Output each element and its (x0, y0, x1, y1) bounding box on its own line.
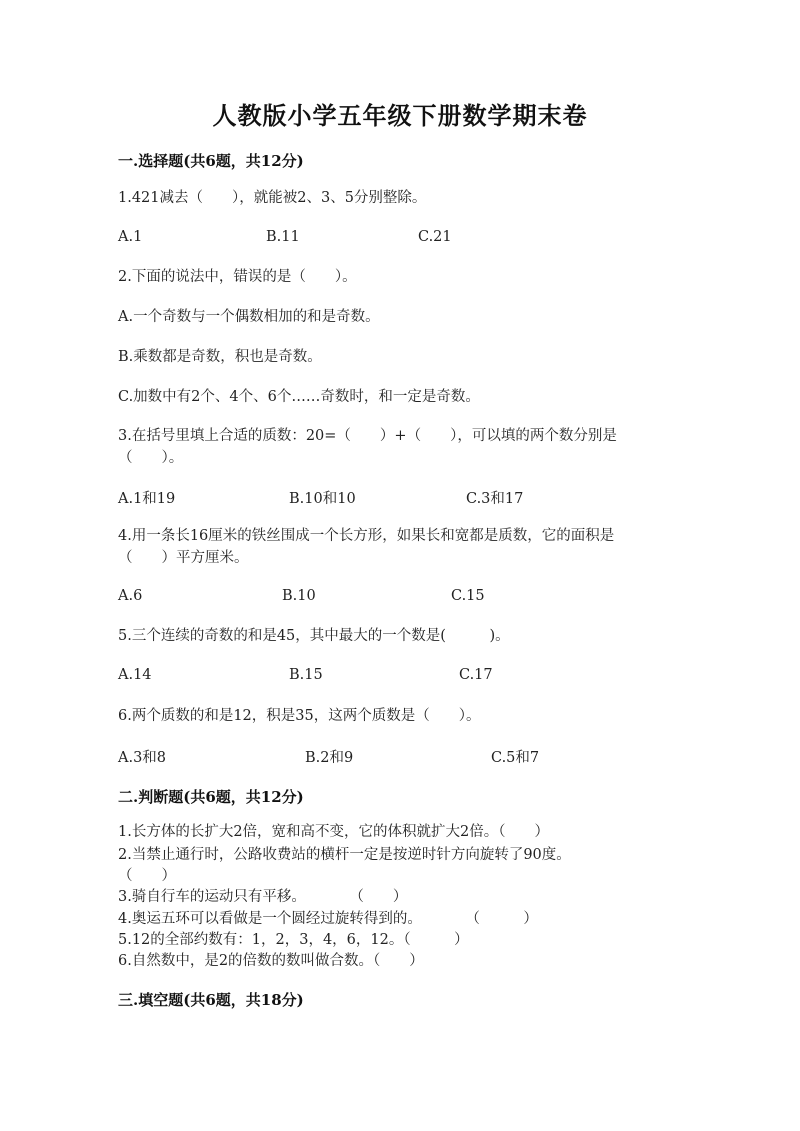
tf-line-2: 2.当禁止通行时，公路收费站的横杆一定是按逆时针方向旋转了90度。 (118, 847, 571, 863)
question-1-option-b: B.11 (266, 229, 300, 245)
section-heading-true-false: 二.判断题(共6题，共12分) (118, 788, 304, 806)
question-6-option-a: A.3和8 (118, 750, 167, 766)
exam-title: 人教版小学五年级下册数学期末卷 (212, 101, 588, 130)
tf-line-5: 5.12的全部约数有：1，2，3，4，6，12。（ ） (118, 932, 469, 948)
question-2-option-a: A.一个奇数与一个偶数相加的和是奇数。 (118, 309, 380, 325)
question-3-stem-line-1: 3.在括号里填上合适的质数：20=（ ）+（ ），可以填的两个数分别是 (118, 428, 617, 444)
question-4-option-a: A.6 (118, 588, 143, 604)
question-4-option-c: C.15 (451, 588, 485, 604)
question-4-option-b: B.10 (282, 588, 316, 604)
question-2-option-b: B.乘数都是奇数，积也是奇数。 (118, 349, 322, 365)
question-1-option-a: A.1 (118, 229, 143, 245)
question-3-option-c: C.3和17 (466, 491, 524, 507)
question-2-option-c: C.加数中有2个、4个、6个……奇数时，和一定是奇数。 (118, 389, 480, 405)
question-2-stem: 2.下面的说法中，错误的是（ ）。 (118, 269, 357, 285)
question-3-option-b: B.10和10 (289, 491, 356, 507)
question-5-stem: 5.三个连续的奇数的和是45，其中最大的一个数是( )。 (118, 628, 510, 644)
question-3-option-a: A.1和19 (118, 491, 176, 507)
tf-line-4: 4.奥运五环可以看做是一个圆经过旋转得到的。 （ ） (118, 911, 538, 927)
question-6-option-b: B.2和9 (305, 750, 354, 766)
tf-line-1: 1.长方体的长扩大2倍，宽和高不变，它的体积就扩大2倍。（ ） (118, 824, 550, 840)
tf-line-6: 6.自然数中，是2的倍数的数叫做合数。（ ） (118, 953, 424, 969)
section-heading-fill-blank: 三.填空题(共6题，共18分) (118, 991, 304, 1009)
question-5-option-b: B.15 (289, 667, 323, 683)
tf-line-3: 3.骑自行车的运动只有平移。 （ ） (118, 889, 408, 905)
tf-line-2-continued: （ ） (118, 868, 176, 884)
question-1-option-c: C.21 (418, 229, 452, 245)
question-1-stem: 1.421减去（ ），就能被2、3、5分别整除。 (118, 190, 427, 206)
question-4-stem-line-1: 4.用一条长16厘米的铁丝围成一个长方形，如果长和宽都是质数，它的面积是 (118, 528, 615, 544)
question-6-option-c: C.5和7 (491, 750, 540, 766)
question-5-option-a: A.14 (118, 667, 152, 683)
question-3-stem-line-2: （ ）。 (118, 450, 184, 466)
question-5-option-c: C.17 (459, 667, 493, 683)
section-heading-choice: 一.选择题(共6题，共12分) (118, 152, 304, 170)
question-6-stem: 6.两个质数的和是12，积是35，这两个质数是（ ）。 (118, 708, 481, 724)
question-4-stem-line-2: （ ）平方厘米。 (118, 550, 249, 566)
